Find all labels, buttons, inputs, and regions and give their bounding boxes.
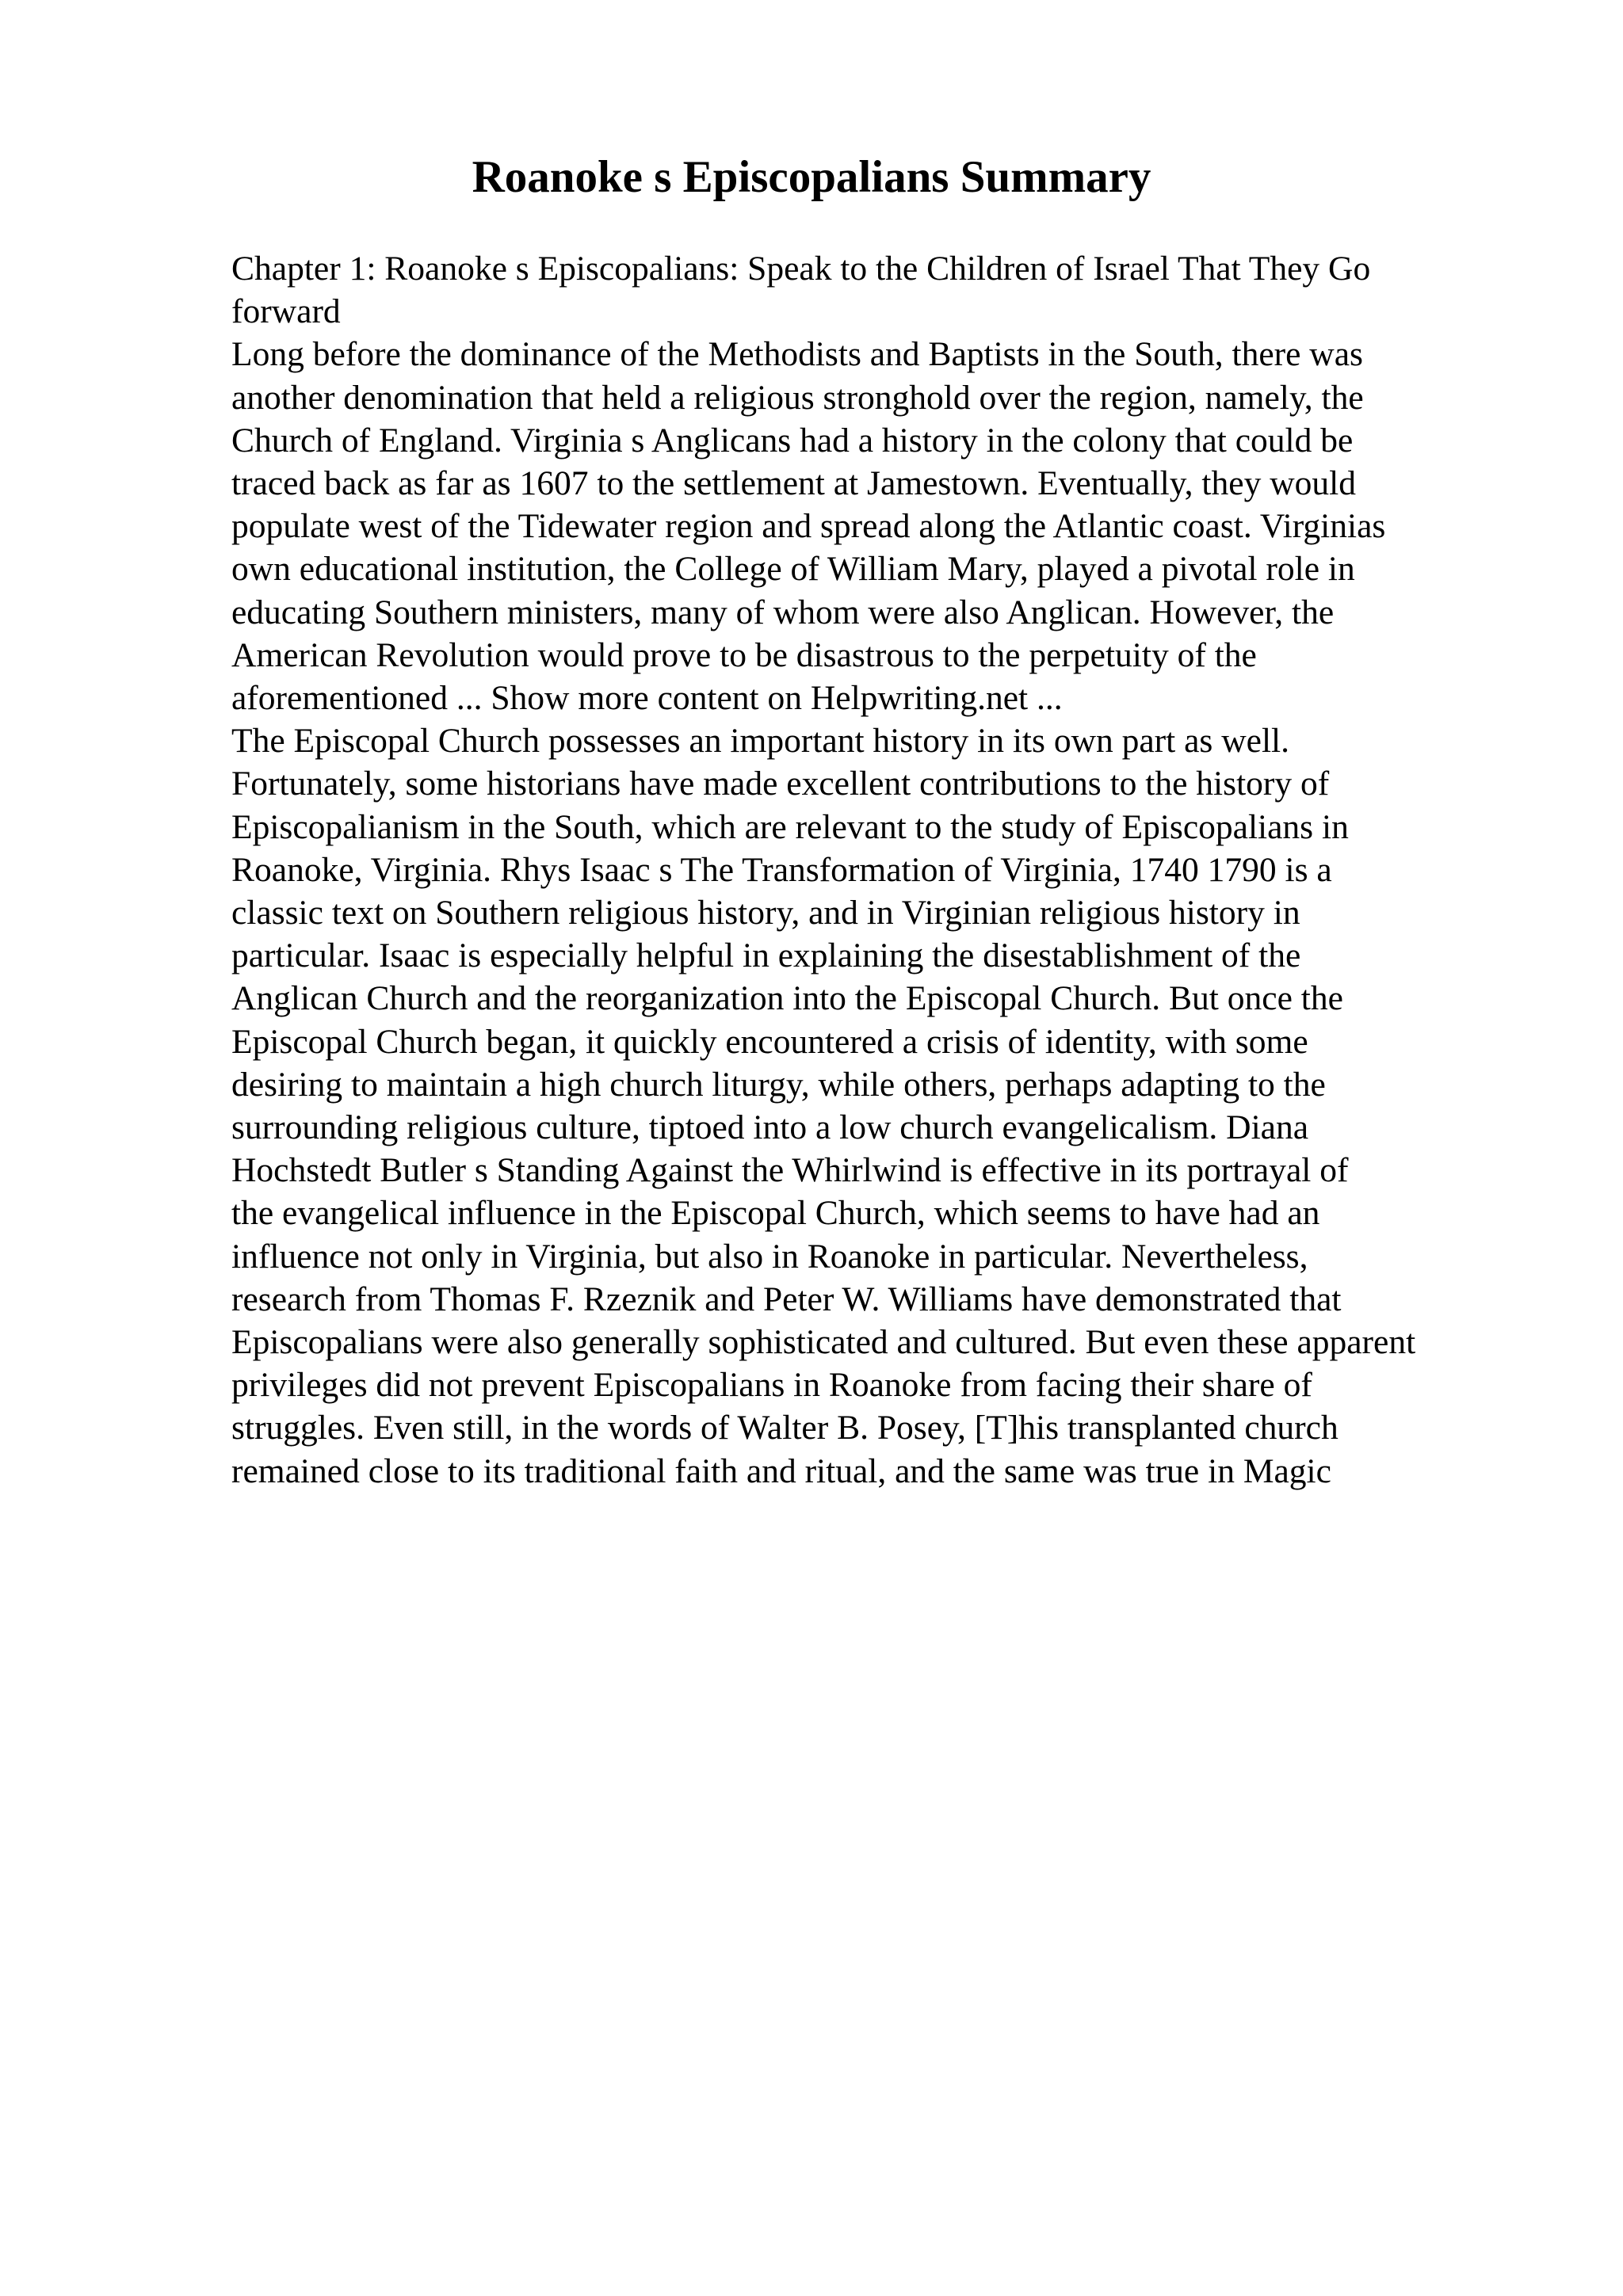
text-line: The Episcopal Church possesses an important history in its own part as well. <box>231 722 1289 761</box>
text-line: populate west of the Tidewater region and spread along the Atlantic coast. Virginias <box>231 507 1386 546</box>
text-line: the evangelical influence in the Episcopal Church, which seems to have had an <box>231 1194 1320 1233</box>
text-line: classic text on Southern religious history, and in Virginian religious history in <box>231 894 1300 933</box>
text-line: surrounding religious culture, tiptoed into a low church evangelicalism. Diana <box>231 1108 1309 1147</box>
text-line: struggles. Even still, in the words of Walter B. Posey, [T]his transplanted church <box>231 1409 1338 1447</box>
text-line: another denomination that held a religious stronghold over the region, namely, the <box>231 378 1364 417</box>
text-line: remained close to its traditional faith and ritual, and the same was true in Magic <box>231 1451 1331 1490</box>
text-line: Episcopal Church began, it quickly encountered a crisis of identity, with some <box>231 1022 1308 1061</box>
text-line: Hochstedt Butler s Standing Against the Whirlwind is effective in its portrayal of <box>231 1151 1349 1190</box>
text-line: forward <box>231 292 341 331</box>
document-body <box>231 247 1515 1493</box>
text-line: Church of England. Virginia s Anglicans had a history in the colony that could be <box>231 421 1354 460</box>
text-line: own educational institution, the College of William Mary, played a pivotal role in <box>231 550 1355 589</box>
text-line: influence not only in Virginia, but also in Roanoke in particular. Nevertheless, <box>231 1237 1308 1276</box>
text-line: Long before the dominance of the Methodists and Baptists in the South, there was <box>231 335 1363 374</box>
text-line: educating Southern ministers, many of whom were also Anglican. However, the <box>231 593 1335 631</box>
text-line: Anglican Church and the reorganization into the Episcopal Church. But once the <box>231 979 1343 1018</box>
text-line: Roanoke, Virginia. Rhys Isaac s The Transformation of Virginia, 1740 1790 is a <box>231 850 1332 889</box>
text-line: research from Thomas F. Rzeznik and Peter W. Williams have demonstrated that <box>231 1280 1342 1318</box>
text-line: Episcopalianism in the South, which are relevant to the study of Episcopalians in <box>231 807 1349 846</box>
text-line: aforementioned ... Show more content on Helpwriting.net ... <box>231 679 1063 718</box>
text-line: particular. Isaac is especially helpful in explaining the disestablishment of the <box>231 936 1301 975</box>
text-line: Chapter 1: Roanoke s Episcopalians: Speak to the Children of Israel That They Go <box>231 250 1371 288</box>
document-title: Roanoke s Episcopalians Summary <box>472 152 1151 202</box>
text-line: privileges did not prevent Episcopalians in Roanoke from facing their share of <box>231 1366 1312 1405</box>
text-line: desiring to maintain a high church liturgy, while others, perhaps adapting to the <box>231 1065 1326 1104</box>
text-line: Episcopalians were also generally sophisticated and cultured. But even these apparent <box>231 1323 1416 1362</box>
text-line: Fortunately, some historians have made excellent contributions to the history of <box>231 765 1330 803</box>
text-line: American Revolution would prove to be disastrous to the perpetuity of the <box>231 635 1257 674</box>
text-line: traced back as far as 1607 to the settlement at Jamestown. Eventually, they would <box>231 464 1356 503</box>
